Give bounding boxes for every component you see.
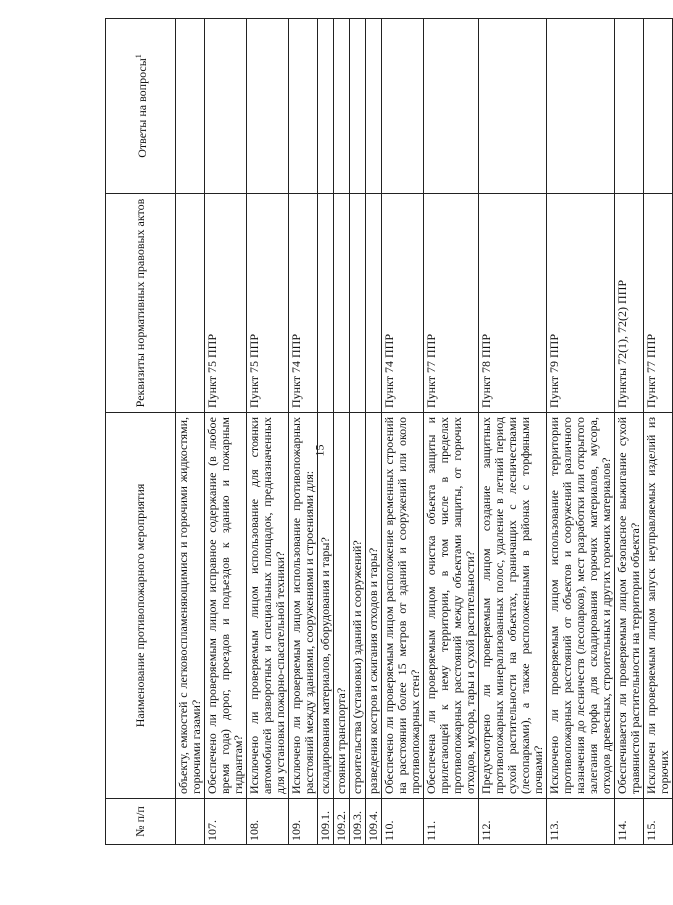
row-requisites: Пункт 77 ППР [644, 194, 673, 413]
header-answers-label: Ответы на вопросы [135, 58, 149, 158]
table-row [289, 19, 318, 845]
table-body [176, 19, 673, 845]
table-row [350, 19, 366, 845]
row-number: 109.3. [350, 799, 366, 845]
row-measure-name: разведения костров и сжигания отходов и тары? [366, 413, 382, 799]
header-num: № п/п [106, 799, 176, 845]
row-requisites [366, 194, 382, 413]
table-row [547, 19, 615, 845]
row-answer-cell[interactable] [479, 19, 547, 194]
row-number: 109.2. [334, 799, 350, 845]
row-requisites [350, 194, 366, 413]
row-number: 110. [382, 799, 424, 845]
row-requisites: Пункт 74 ППР [289, 194, 318, 413]
row-requisites: Пункт 77 ППР [424, 194, 479, 413]
row-requisites: Пункт 75 ППР [205, 194, 247, 413]
table-header-row [106, 19, 176, 845]
row-measure-name: Обеспечено ли проверяемым лицом расположение временных строений на расстоянии более 15 метров от зданий и сооружений или около противопожарных стен? [382, 413, 424, 799]
row-answer-cell[interactable] [424, 19, 479, 194]
table-row [382, 19, 424, 845]
row-measure-name: Исключено ли проверяемым лицом использование территории противопожарных расстояний от объектов и сооружений различного назначения до лесничеств (лесопарков), мест разработки или открытого залегания торфа для складирования горючих материалов, мусора, отходов древесных, строительных и других горючих материалов? [547, 413, 615, 799]
row-answer-cell[interactable] [382, 19, 424, 194]
row-number: 111. [424, 799, 479, 845]
row-number: 112. [479, 799, 547, 845]
rotated-table-container [105, 54, 671, 845]
row-requisites: Пункт 75 ППР [247, 194, 289, 413]
row-answer-cell[interactable] [289, 19, 318, 194]
header-name: Наименование противопожарного мероприятия [106, 413, 176, 799]
row-number [176, 799, 205, 845]
row-measure-name: Обеспечено ли проверяемым лицом исправное содержание (в любое время года) дорог, проездов и подъездов к зданию и пожарным гидрантам? [205, 413, 247, 799]
row-requisites: Пункт 79 ППР [547, 194, 615, 413]
row-measure-name: Исключено ли проверяемым лицом использование противопожарных расстояний между зданиями, сооружениями и строениями для: [289, 413, 318, 799]
row-answer-cell[interactable] [205, 19, 247, 194]
row-measure-name: Исключен ли проверяемым лицом запуск неуправляемых изделий из горючих [644, 413, 673, 799]
table-row [334, 19, 350, 845]
fire-safety-checklist-table [105, 18, 673, 845]
row-measure-name: складирования материалов, оборудования и тары? [318, 413, 334, 799]
row-requisites: Пункт 78 ППР [479, 194, 547, 413]
row-answer-cell[interactable] [547, 19, 615, 194]
table-row [176, 19, 205, 845]
row-number: 114. [615, 799, 644, 845]
table-row [366, 19, 382, 845]
row-requisites [334, 194, 350, 413]
row-measure-name: Предусмотрено ли проверяемым лицом создание защитных противопожарных минерализованных полос, удаление в летний период сухой растительности на объектах, граничащих с лесничествами (лесопарками), а также расположенными в районах с торфяными почвами? [479, 413, 547, 799]
row-answer-cell[interactable] [644, 19, 673, 194]
row-number: 108. [247, 799, 289, 845]
row-number: 113. [547, 799, 615, 845]
table-row [247, 19, 289, 845]
row-measure-name: Обеспечивается ли проверяемым лицом безопасное выжигание сухой травянистой растительности на территории объекта? [615, 413, 644, 799]
row-measure-name: строительства (установки) зданий и сооружений? [350, 413, 366, 799]
row-requisites: Пункты 72(1), 72(2) ППР [615, 194, 644, 413]
row-measure-name: Обеспечена ли проверяемым лицом очистка объекта защиты и прилегающей к нему территории, в том числе в пределах противопожарных расстояний между объектами защиты, от горючих отходов, мусора, тары и сухой растительности? [424, 413, 479, 799]
row-requisites [176, 194, 205, 413]
table-row [318, 19, 334, 845]
header-requisites: Реквизиты нормативных правовых актов [106, 194, 176, 413]
row-answer-cell[interactable] [247, 19, 289, 194]
row-answer-cell[interactable] [350, 19, 366, 194]
row-number: 115. [644, 799, 673, 845]
row-number: 107. [205, 799, 247, 845]
row-number: 109. [289, 799, 318, 845]
page-number: 15 [312, 444, 327, 457]
row-answer-cell[interactable] [615, 19, 644, 194]
row-requisites [318, 194, 334, 413]
table-row [424, 19, 479, 845]
row-number: 109.1. [318, 799, 334, 845]
header-answers [106, 19, 176, 194]
table-row [615, 19, 644, 845]
row-number: 109.4. [366, 799, 382, 845]
row-measure-name: объекту, емкостей с легковоспламеняющимися и горючими жидкостями, горючими газами? [176, 413, 205, 799]
table-row [205, 19, 247, 845]
table-row [479, 19, 547, 845]
row-answer-cell[interactable] [334, 19, 350, 194]
row-answer-cell[interactable] [176, 19, 205, 194]
table-row [644, 19, 673, 845]
row-measure-name: Исключено ли проверяемым лицом использование для стоянки автомобилей разворотных и специальных площадок, предназначенных для установки пожарно-спасательной техники? [247, 413, 289, 799]
row-answer-cell[interactable] [318, 19, 334, 194]
row-answer-cell[interactable] [366, 19, 382, 194]
row-measure-name: стоянки транспорта? [334, 413, 350, 799]
row-requisites: Пункт 74 ППР [382, 194, 424, 413]
footnote-marker: 1 [134, 54, 143, 59]
